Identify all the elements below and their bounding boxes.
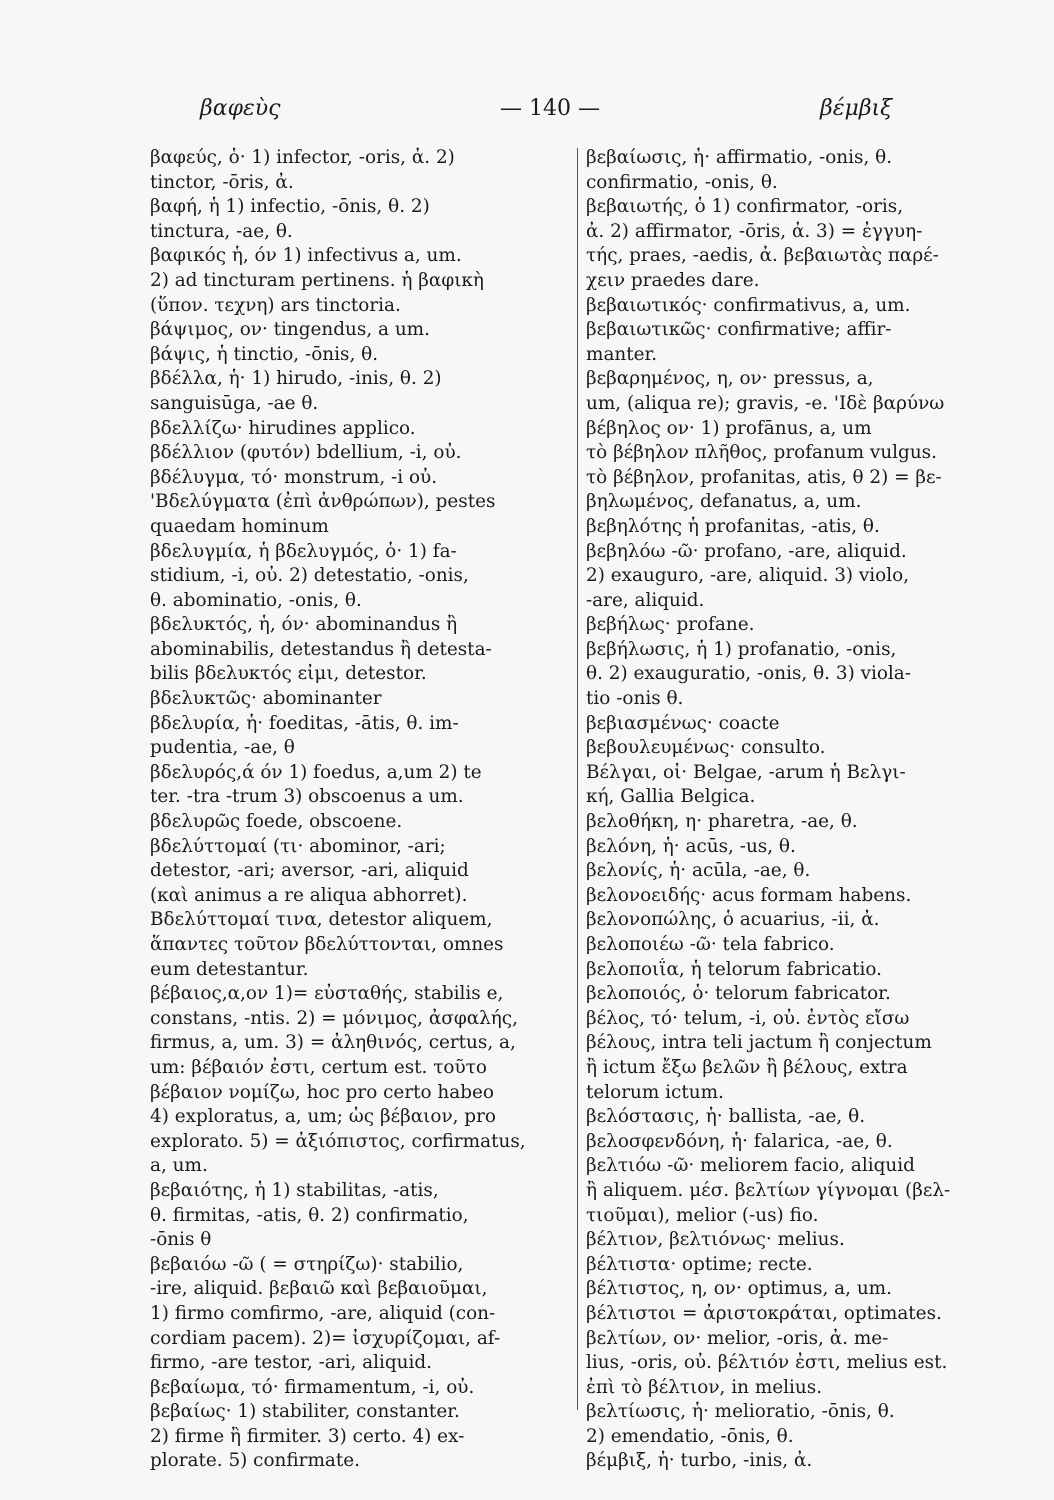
text-line: βεβήλωσις, ἡ 1) profanatio, -onis, — [586, 638, 897, 660]
text-line: plorate. 5) confirmate. — [150, 1450, 360, 1472]
text-line: 2) ad tincturam pertinens. ἡ βαφικὴ — [150, 269, 484, 291]
text-line: βελόνη, ἡ· acūs, -us, θ. — [586, 835, 796, 857]
text-line: βεβαίωσις, ἡ· affirmatio, -onis, θ. — [586, 147, 893, 168]
text-line: τής, praes, -aedis, ἀ. βεβαιωτὰς παρέ- — [586, 245, 939, 267]
text-line: eum detestantur. — [150, 958, 309, 980]
text-line: βεβηλόω -ῶ· profano, -are, aliquid. — [586, 540, 907, 562]
text-line: βεβαιότης, ἡ 1) stabilitas, -atis, — [150, 1179, 439, 1201]
text-line: βδελυρός,ά όν 1) foedus, a,um 2) te — [150, 761, 482, 783]
text-line: βεβηλότης ἡ profanitas, -atis, θ. — [586, 515, 880, 537]
text-line: βελτιόω -ῶ· meliorem facio, aliquid — [586, 1155, 915, 1177]
text-line: βέβαιος,α,ον 1)= εὐσταθής, stabilis e, — [150, 983, 504, 1005]
text-line: stidium, -i, οὐ. 2) detestatio, -onis, — [150, 565, 469, 587]
text-line: 2) emendatio, -ōnis, θ. — [586, 1425, 794, 1447]
text-line: βελονοειδής· acus formam habens. — [586, 884, 912, 906]
text-line: βδελυρία, ἡ· foeditas, -ātis, θ. im- — [150, 712, 459, 734]
text-line: βδέλλιον (φυτόν) bdellium, -i, οὐ. — [150, 442, 462, 464]
text-line: βελονίς, ἡ· acūla, -ae, θ. — [586, 860, 811, 882]
text-line: abominabilis, detestandus ἢ detesta- — [150, 638, 492, 660]
text-line: βέλτιστος, η, ον· optimus, a, um. — [586, 1278, 892, 1300]
text-line: τὸ βέβηλον, profanitas, atis, θ 2) = βε- — [586, 466, 942, 488]
text-line: βάψιμος, ον· tingendus, a um. — [150, 319, 430, 341]
text-line: βδελυκτῶς· abominanter — [150, 688, 382, 710]
text-line: βηλωμένος, defanatus, a, um. — [586, 491, 862, 513]
text-line: κή, Gallia Belgica. — [586, 786, 756, 808]
text-line: βεβαιωτικός· confirmativus, a, um. — [586, 294, 911, 316]
left-column — [150, 146, 568, 1474]
text-line: manter. — [586, 343, 658, 365]
text-line: telorum ictum. — [586, 1081, 724, 1103]
text-line: constans, -ntis. 2) = μόνιμος, ἀσφαλής, — [150, 1007, 518, 1029]
text-line: Βέλγαι, οἱ· Belgae, -arum ἡ Βελγι- — [586, 761, 906, 783]
text-line: explorato. 5) = ἀξιόπιστος, corfirmatus, — [150, 1130, 526, 1152]
text-line: um: βέβαιόν ἐστι, certum est. τοῦτο — [150, 1056, 487, 1078]
text-line: bilis βδελυκτός εἰμι, detestor. — [150, 663, 427, 685]
text-line: pudentia, -ae, θ — [150, 737, 295, 759]
text-line: βεβαιωτής, ὁ 1) confirmator, -oris, — [586, 196, 904, 218]
text-line: lius, -oris, οὐ. βέλτιόν ἐστι, melius est. — [586, 1352, 948, 1374]
text-line: firmus, a, um. 3) = ἀληθινός, certus, a, — [150, 1032, 516, 1054]
text-line: βεβαιωτικῶς· confirmative; affir- — [586, 319, 892, 341]
text-line: βεβαρημένος, η, ον· pressus, a, — [586, 368, 874, 390]
text-line: βαφικός ἡ, όν 1) infectivus a, um. — [150, 245, 462, 267]
text-line: βελόστασις, ἡ· ballista, -ae, θ. — [586, 1106, 866, 1128]
text-line: -ire, aliquid. βεβαιῶ καὶ βεβαιοῦμαι, — [150, 1278, 488, 1300]
text-line: firmo, -are testor, -ari, aliquid. — [150, 1352, 432, 1374]
text-line: (καὶ animus a re aliqua abhorret). — [150, 884, 468, 906]
text-line: βελοποιέω -ῶ· tela fabrico. — [586, 934, 835, 955]
text-line: confirmatio, -onis, θ. — [586, 171, 778, 193]
text-line: τιοῦμαι), melior (-us) fio. — [586, 1204, 819, 1226]
text-line: βδέλυγμα, τό· monstrum, -i οὐ. — [150, 466, 438, 488]
text-line: um, (aliqua re); gravis, -e. 'Ιδὲ βαρύνω — [586, 392, 945, 414]
text-line: quaedam hominum — [150, 515, 329, 537]
text-line: βέλτιστοι = ἀριστοκράται, optimates. — [586, 1302, 942, 1324]
text-line: βέλτιστα· optime; recte. — [586, 1253, 813, 1275]
text-line: βδελλίζω· hirudines applico. — [150, 417, 416, 439]
right-column — [586, 146, 978, 1474]
text-line: βεβαίως· 1) stabiliter, constanter. — [150, 1401, 460, 1423]
text-line: βελοθήκη, η· pharetra, -ae, θ. — [586, 811, 858, 833]
text-line: βεβήλως· profane. — [586, 614, 755, 636]
text-line: βέβαιον νομίζω, hoc pro certo habeo — [150, 1081, 494, 1103]
text-line: βελονοπώλης, ὁ acuarius, -ii, ἀ. — [586, 909, 880, 931]
text-line: -are, aliquid. — [586, 589, 705, 611]
text-line: βέλος, τό· telum, -i, οὐ. ἐντὸς εἴσω — [586, 1007, 910, 1029]
text-line: βελοποιός, ὁ· telorum fabricator. — [586, 983, 891, 1005]
text-line: βελοσφενδόνη, ἡ· falarica, -ae, θ. — [586, 1130, 893, 1152]
text-line: θ. 2) exauguratio, -onis, θ. 3) viola- — [586, 663, 911, 685]
text-line: βεβαίωμα, τό· firmamentum, -i, οὐ. — [150, 1376, 475, 1398]
text-line: θ. firmitas, -atis, θ. 2) confirmatio, — [150, 1204, 469, 1226]
header-right-guide-word: βέμβιξ — [820, 96, 893, 121]
text-line: θ. abominatio, -onis, θ. — [150, 589, 362, 611]
text-line: βαφεύς, ὁ· 1) infector, -oris, ἀ. 2) — [150, 147, 455, 168]
text-line: 2) exauguro, -are, aliquid. 3) violo, — [586, 565, 910, 587]
text-line: sanguisūga, -ae θ. — [150, 392, 319, 414]
column-divider — [577, 148, 578, 1410]
text-line: Βδελύττομαί τινα, detestor aliquem, — [150, 909, 493, 931]
text-line: βέμβιξ, ἡ· turbo, -inis, ἀ. — [586, 1450, 813, 1472]
text-line: βδελυρῶς foede, obscoene. — [150, 811, 403, 833]
text-line: ἢ ictum ἔξω βελῶν ἢ βέλους, extra — [586, 1056, 908, 1078]
page-header — [0, 96, 1054, 136]
text-line: βδελυκτός, ἡ, όν· abominandus ἢ — [150, 614, 458, 636]
text-line: ἀ. 2) affirmator, -ōris, ἀ. 3) = ἐγγυη- — [586, 220, 923, 242]
text-line: βελτίων, ον· melior, -oris, ἀ. me- — [586, 1327, 889, 1349]
text-line: ἐπὶ τὸ βέλτιον, in melius. — [586, 1376, 823, 1398]
text-line: tinctura, -ae, θ. — [150, 220, 293, 242]
text-line: βέλους, intra teli jactum ἢ conjectum — [586, 1032, 932, 1054]
text-line: βαφή, ἡ 1) infectio, -ōnis, θ. 2) — [150, 196, 430, 218]
text-line: βέλτιον, βελτιόνως· melius. — [586, 1229, 845, 1251]
text-line: βεβαιόω -ῶ ( = στηρίζω)· stabilio, — [150, 1253, 464, 1275]
text-line: βελτίωσις, ἡ· melioratio, -ōnis, θ. — [586, 1401, 895, 1423]
text-line: 'Βδελύγματα (ἐπὶ ἀνθρώπων), pestes — [150, 491, 496, 513]
text-line: βδέλλα, ἡ· 1) hirudo, -inis, θ. 2) — [150, 368, 442, 390]
text-line: cordiam pacem). 2)= ἰσχυρίζομαι, af- — [150, 1327, 501, 1349]
text-line: a, um. — [150, 1155, 208, 1177]
text-line: tio -onis θ. — [586, 688, 684, 710]
text-line: (ὕπον. τεχνη) ars tinctoria. — [150, 294, 401, 316]
text-line: 2) firme ἢ firmiter. 3) certo. 4) ex- — [150, 1425, 465, 1447]
text-line: tinctor, -ōris, ἀ. — [150, 171, 294, 193]
text-line: 4) exploratus, a, um; ὡς βέβαιον, pro — [150, 1106, 496, 1128]
text-line: detestor, -ari; aversor, -ari, aliquid — [150, 860, 469, 882]
text-line: χειν praedes dare. — [586, 269, 760, 291]
text-line: βδελυγμία, ἡ βδελυγμός, ὁ· 1) fa- — [150, 540, 457, 562]
text-line: βεβουλευμένως· consulto. — [586, 737, 826, 759]
text-line: βάψις, ἡ tinctio, -ōnis, θ. — [150, 343, 379, 365]
text-line: -ōnis θ — [150, 1229, 212, 1251]
header-left-guide-word: βαφεὺς — [200, 96, 281, 121]
page-number: — 140 — — [500, 96, 600, 121]
text-line: βελοποιΐα, ἡ telorum fabricatio. — [586, 958, 882, 980]
text-line: βδελύττομαί (τι· abominor, -ari; — [150, 835, 446, 857]
text-line: ter. -tra -trum 3) obscoenus a um. — [150, 786, 464, 808]
text-line: βεβιασμένως· coacte — [586, 712, 780, 734]
text-line: ἢ aliquem. μέσ. βελτίων γίγνομαι (βελ- — [586, 1179, 951, 1201]
text-line: τὸ βέβηλον πλῆθος, profanum vulgus. — [586, 442, 937, 464]
text-line: ἅπαντες τοῦτον βδελύττονται, omnes — [150, 934, 504, 955]
text-line: 1) firmo comfirmo, -are, aliquid (con- — [150, 1302, 496, 1324]
text-line: βέβηλος ον· 1) profānus, a, um — [586, 417, 872, 439]
